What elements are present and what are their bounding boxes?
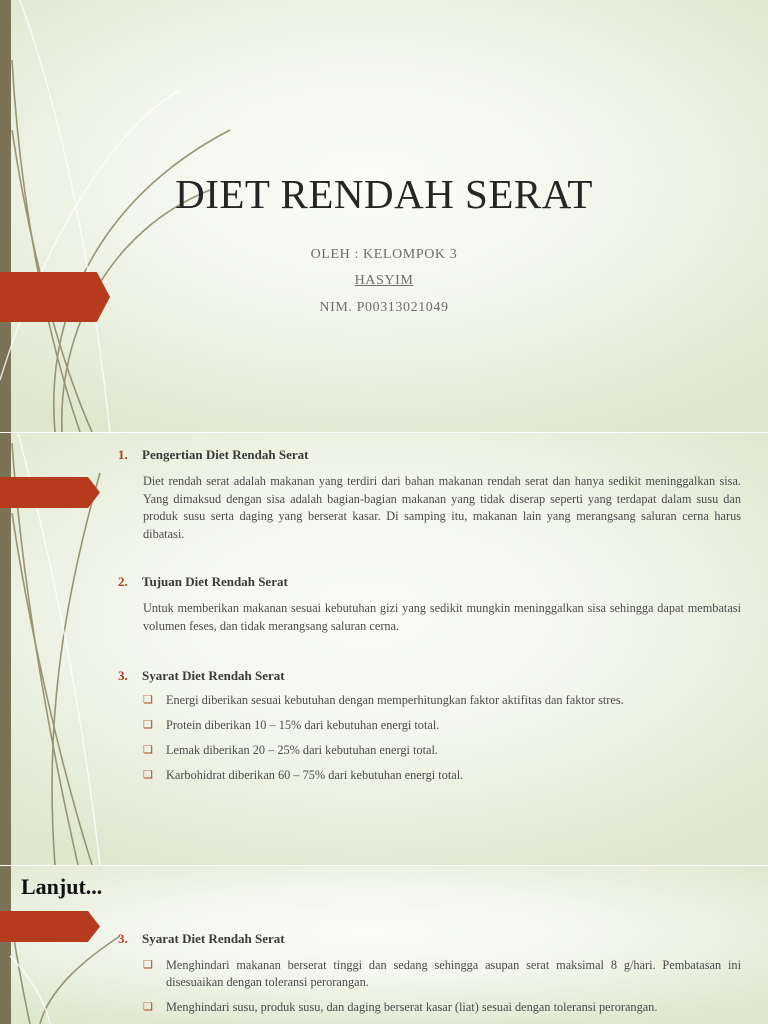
- arrow-tab-marker: [0, 477, 100, 508]
- slide-separator: [0, 432, 768, 433]
- requirements-list: [143, 693, 741, 793]
- section-text-1: Diet rendah serat adalah makanan yang terdiri dari bahan makanan rendah serat dan hanya sedikit meninggalkan sisa. Yang dimaksud dengan sisa adalah bagian-bagian makanan yang tidak diserap seperti yang terdapat dalam susu dan produk susu serta daging yang berserat kasar. Di samping itu, makanan lain yang merangsang saluran cerna harus dibatasi.: [143, 474, 741, 541]
- list-item: ❏ Protein diberikan 10 – 15% dari kebutuhan energi total.: [143, 718, 440, 732]
- section-text-2: Untuk memberikan makanan sesuai kebutuhan gizi yang sedikit mungkin meninggalkan sisa sehingga dapat membatasi volumen feses, dan tidak merangsang saluran cerna.: [143, 601, 741, 633]
- hollow-square-bullet-icon: ❏: [143, 719, 153, 731]
- slide-separator: [0, 865, 768, 866]
- hollow-square-bullet-icon: ❏: [143, 769, 153, 781]
- hollow-square-bullet-icon: ❏: [143, 694, 153, 706]
- list-item: ❏ Menghindari makanan berserat tinggi dan sedang sehingga asupan serat maksimal 8 g/hari. Pembatasan ini disesuaikan dengan toleransi perorangan.: [143, 958, 741, 989]
- slide-title-text: DIET RENDAH SERAT: [175, 171, 593, 217]
- hollow-square-bullet-icon: ❏: [143, 959, 153, 971]
- hollow-square-bullet-icon: ❏: [143, 1001, 153, 1013]
- requirements-list: [143, 957, 741, 1016]
- subtitle-nim: NIM. P00313021049: [319, 300, 449, 315]
- slide-title-text: Lanjut...: [21, 874, 103, 899]
- list-item: ❏ Energi diberikan sesuai kebutuhan dengan memperhitungkan faktor aktifitas dan faktor stres.: [143, 693, 624, 707]
- list-item: ❏ Lemak diberikan 20 – 25% dari kebutuhan energi total.: [143, 743, 438, 757]
- subtitle-name: HASYIM: [354, 273, 414, 288]
- section-heading-3: 3. Syarat Diet Rendah Serat: [118, 931, 285, 946]
- section-heading-1: 1. Pengertian Diet Rendah Serat: [118, 447, 309, 462]
- section-heading-3: 3. Syarat Diet Rendah Serat: [118, 668, 285, 683]
- list-item: ❏ Karbohidrat diberikan 60 – 75% dari kebutuhan energi total.: [143, 768, 464, 782]
- arrow-tab-marker: [0, 911, 100, 942]
- list-item: ❏ Menghindari susu, produk susu, dan daging berserat kasar (liat) sesuai dengan toleransi perorangan.: [143, 1000, 658, 1014]
- section-heading-2: 2. Tujuan Diet Rendah Serat: [118, 574, 288, 589]
- subtitle-group: OLEH : KELOMPOK 3: [310, 247, 458, 262]
- slide-continued[interactable]: [0, 866, 768, 1024]
- slide-title[interactable]: [0, 0, 768, 432]
- slide-content[interactable]: [0, 433, 768, 865]
- hollow-square-bullet-icon: ❏: [143, 744, 153, 756]
